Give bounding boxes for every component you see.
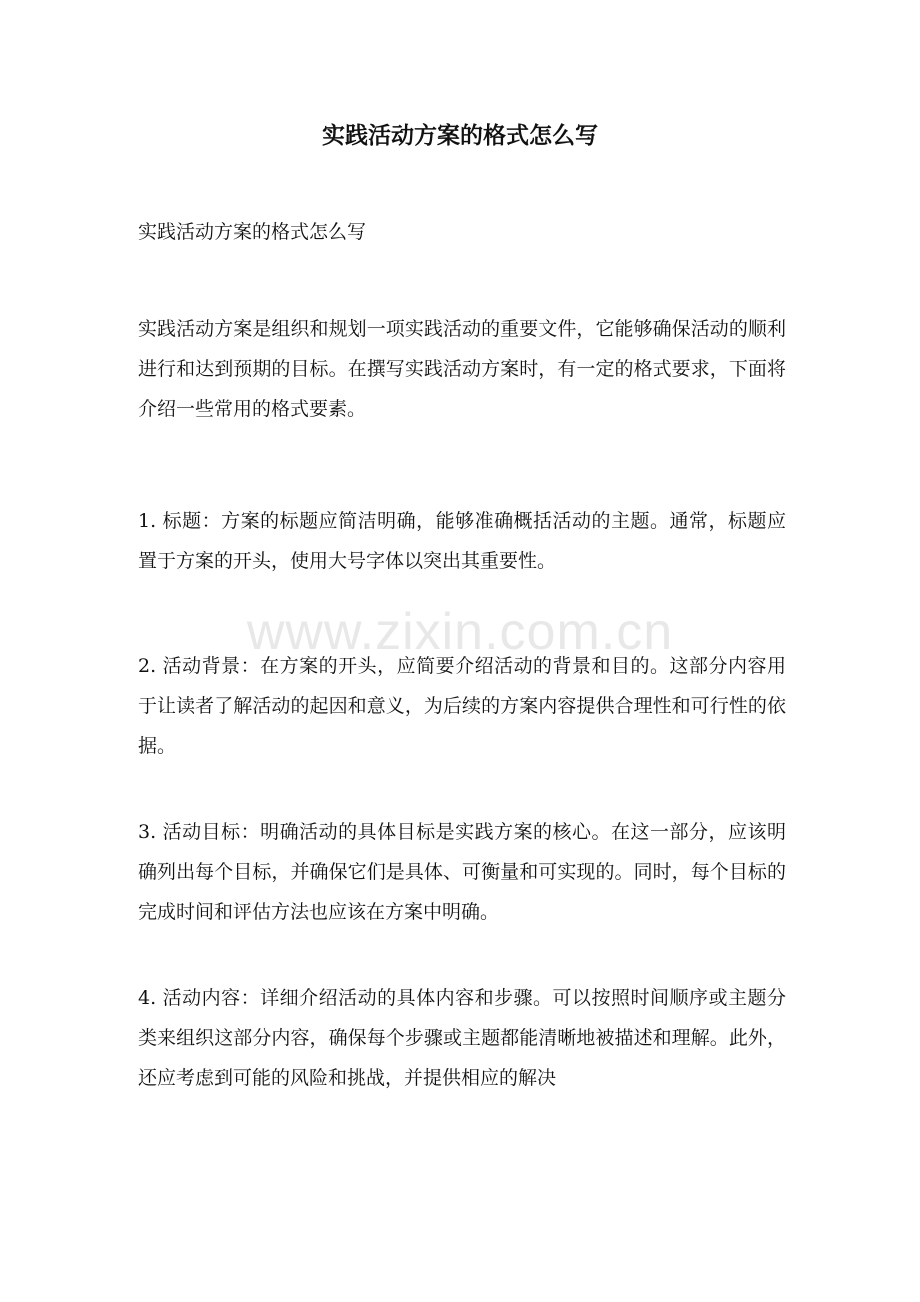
list-item-title: 1. 标题：方案的标题应简洁明确，能够准确概括活动的主题。通常，标题应置于方案的开头，使用大号字体以突出其重要性。 — [138, 510, 786, 572]
document-subtitle: 实践活动方案的格式怎么写 — [138, 221, 367, 243]
intro-paragraph: 实践活动方案是组织和规划一项实践活动的重要文件，它能够确保活动的顺利进行和达到预期的目标。在撰写实践活动方案时，有一定的格式要求，下面将介绍一些常用的格式要素。 — [138, 318, 786, 420]
list-item-content: 4. 活动内容：详细介绍活动的具体内容和步骤。可以按照时间顺序或主题分类来组织这部分内容，确保每个步骤或主题都能清晰地被描述和理解。此外，还应考虑到可能的风险和挑战，并提供相应的解决 — [138, 987, 786, 1089]
watermark: www.zixin.com.cn — [246, 603, 674, 661]
list-item-goals: 3. 活动目标：明确活动的具体目标是实践方案的核心。在这一部分，应该明确列出每个目标，并确保它们是具体、可衡量和可实现的。同时，每个目标的完成时间和评估方法也应该在方案中明确。 — [138, 821, 786, 923]
page-title: 实践活动方案的格式怎么写 — [322, 122, 598, 149]
list-item-background: 2. 活动背景：在方案的开头，应简要介绍活动的背景和目的。这部分内容用于让读者了解活动的起因和意义，为后续的方案内容提供合理性和可行性的依据。 — [138, 655, 786, 757]
